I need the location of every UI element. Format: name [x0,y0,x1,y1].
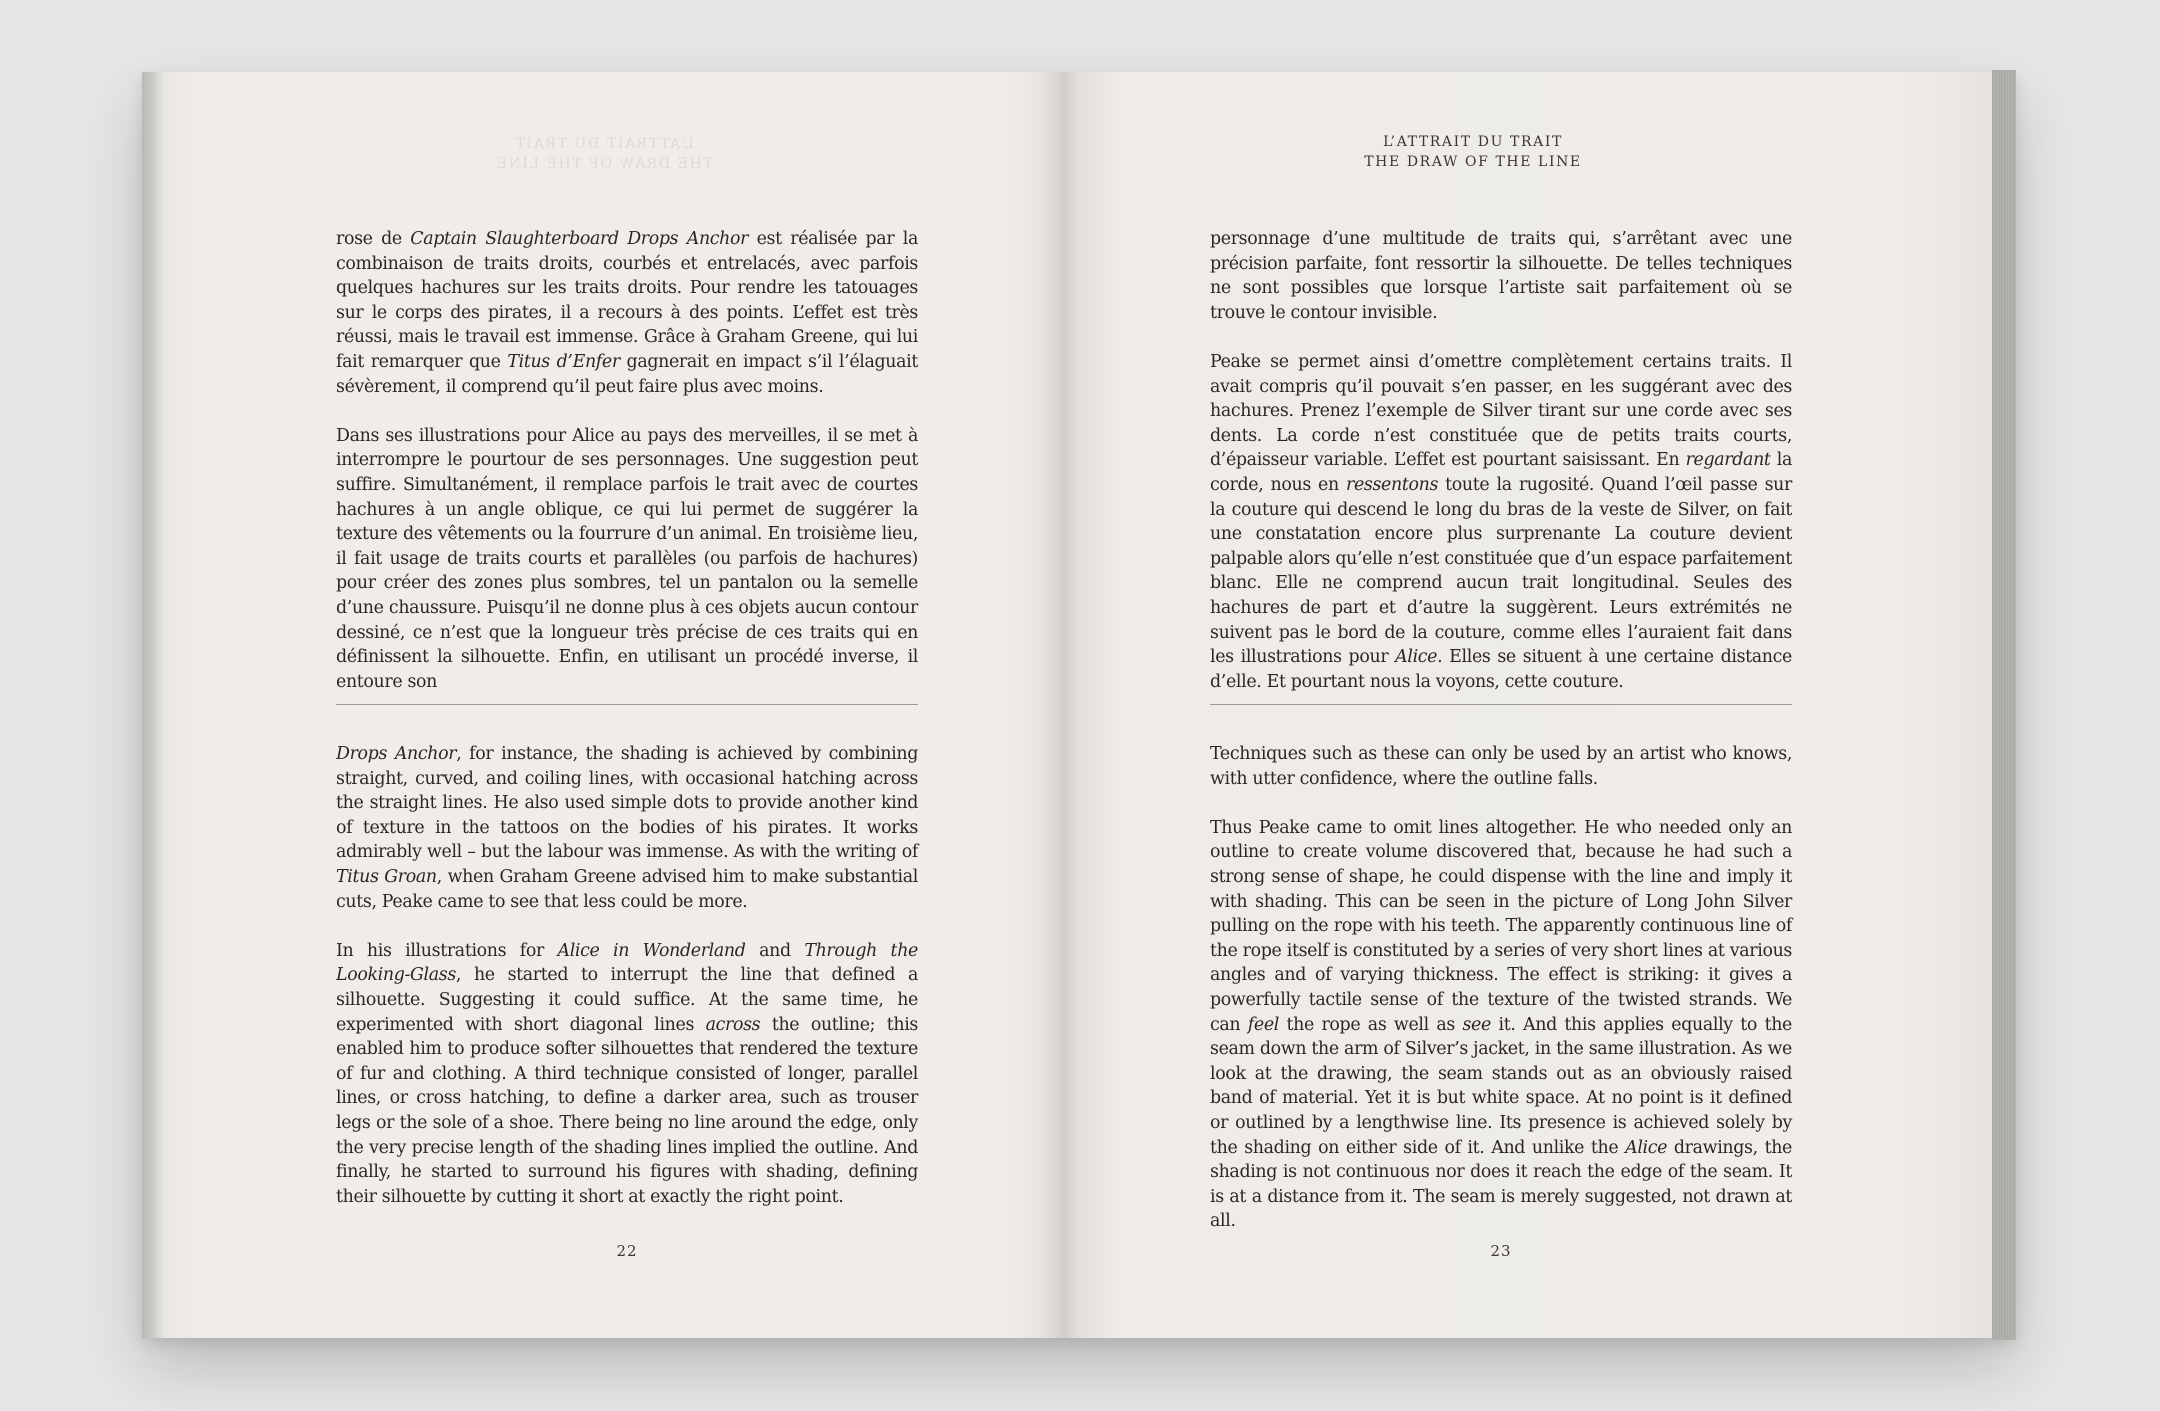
show-through-running-head [142,134,1066,174]
text-run: In his illustrations for [336,940,558,961]
text-run: Peake se permet ainsi d’omettre complètement certains traits. Il avait compris qu’il pouvait s’en passer, en les suggérant avec des hachures. Prenez l’exemple de Silver tirant sur une corde avec ses dents. La corde n’est constituée que de petits traits courts, d’épaisseur variable. L’effet est pourtant saisissant. En [1210,351,1792,471]
text-run: la corde, nous en [1210,450,1792,495]
text-run: the outline; this enabled him to produce softer silhouettes that rendered the texture of fur and clothing. A third technique consisted of longer, parallel lines, or cross hatching, to define a darker area, such as trouser legs or the sole of a shoe. There being no line around the edge, only the very precise length of the shading lines implied the outline. And finally, he started to surround his figures with shading, defining their silhouette by cutting it short at exactly the right point. [336,1014,918,1207]
text-run: est réalisée par la combinaison de traits droits, courbés et entrelacés, avec parfois quelques hachures sur les traits droits. Pour rendre les tatouages sur le corps des pirates, il a recours à des points. L’effet est très réussi, mais le travail est immense. Grâce à Graham Greene, qui lui fait remarquer que [336,229,918,372]
paragraph [1210,816,1792,1234]
italic-title: across [705,1014,761,1035]
text-run: rose de [336,229,411,249]
right-french-text [1210,227,1792,694]
left-page [142,72,1066,1338]
text-run: . Elles se situent à une certaine distance d’elle. Et pourtant nous la voyons, cette couture. [1210,647,1792,692]
italic-title: Alice in Wonderland [557,940,746,961]
page-number-right: 23 [1490,1242,1512,1260]
open-book [142,72,2016,1338]
text-run: Thus Peake came to omit lines altogether. He who needed only an outline to create volume discovered that, because he had such a strong sense of shape, he could dispense with the line and imply it with shading. This can be seen in the picture of Long John Silver pulling on the rope with his teeth. The apparently continuous line of the rope itself is constituted by a series of very short lines at various angles and of varying thickness. The effect is striking: it gives a powerfully tactile sense of the texture of the twisted strands. We can [1210,817,1792,1035]
right-english-text [1210,742,1792,1234]
paragraph [336,424,918,695]
left-french-text [336,227,918,694]
italic-title: ressentons [1345,474,1439,495]
running-head-english: THE DRAW OF THE LINE [1364,154,1582,170]
text-run: , for instance, the shading is achieved by combining straight, curved, and coiling lines, with occasional hatching across the straight lines. He also used simple dots to provide another kind of texture in the tattoos on the bodies of his pirates. It works admirably well – but the labour was immense. As with the writing of [336,744,918,863]
right-language-divider [1210,704,1792,705]
paragraph [336,227,918,399]
show-through-running-head-line-1: L’ATTRAIT DU TRAIT [514,136,694,152]
running-head [1182,132,1764,172]
text-run: personnage d’une multitude de traits qui, s’arrêtant avec une précision parfaite, font ressortir la silhouette. De telles techniques ne sont possibles que lorsque l’artiste sait parfaitement où se trouve le contour invisible. [1210,229,1792,323]
right-page [1066,72,1992,1338]
paragraph [1210,350,1792,694]
italic-title: Alice [1395,647,1438,668]
text-run: Dans ses illustrations pour Alice au pays des merveilles, il se met à interrompre le pourtour de ses personnages. Une suggestion peut suffire. Simultanément, il remplace parfois le trait avec de courtes hachures à un angle oblique, ce qui lui permet de suggérer la texture des vêtements ou la fourrure d’un animal. En troisième lieu, il fait usage de traits courts et parallèles (ou parfois de hachures) pour créer des zones plus sombres, tel un pantalon ou la semelle d’une chaussure. Puisqu’il ne donne plus à ces objets aucun contour dessiné, ce n’est que la longueur très précise de ces traits qui en définissent la silhouette. Enfin, en utilisant un procédé inverse, il entoure son [336,425,918,692]
italic-title: regardant [1685,450,1771,471]
italic-title: Through the Looking-Glass [336,940,918,986]
text-run: , he started to interrupt the line that defined a silhouette. Suggesting it could suffice. At the same time, he experimented with short diagonal lines [336,965,918,1035]
text-run: it. And this applies equally to the seam down the arm of Silver’s jacket, in the same illustration. As we look at the drawing, the seam stands out as an obviously raised band of material. Yet it is but white space. At no point is it defined or outlined by a lengthwise line. Its presence is achieved solely by the shading on either side of it. And unlike the [1210,1014,1792,1158]
italic-title: Alice [1625,1137,1668,1158]
page-number-left: 22 [616,1242,638,1260]
italic-title: Titus Groan [336,866,437,887]
text-run: Techniques such as these can only be used by an artist who knows, with utter confidence, where the outline falls. [1210,744,1792,789]
paragraph [1210,742,1792,791]
paragraph [1210,227,1792,325]
text-run: , when Graham Greene advised him to make substantial cuts, Peake came to see that less could be more. [336,866,918,912]
italic-title: Titus d’Enfer [507,351,620,372]
italic-title: Captain Slaughterboard Drops Anchor [410,229,749,249]
paragraph [336,742,918,914]
text-run: gagnerait en impact s’il l’élaguait sévèrement, il comprend qu’il peut faire plus avec moins. [336,351,918,397]
running-head-french: L’ATTRAIT DU TRAIT [1383,134,1563,150]
paragraph [336,939,918,1210]
show-through-running-head-line-2: THE DRAW OF THE LINE [495,156,713,172]
text-run: and [745,940,805,961]
text-run: the rope as well as [1278,1014,1463,1035]
text-run: toute la rugosité. Quand l’œil passe sur la couture qui descend le long du bras de la veste de Silver, on fait une constatation encore plus surprenante La couture devient palpable alors qu’elle n’est constituée que d’un espace parfaitement blanc. Elle ne comprend aucun trait longitudinal. Seules des hachures de part et d’autre la suggèrent. Leurs extrémités ne suivent pas le bord de la couture, comme elles l’auraient fait dans les illustrations pour [1210,474,1792,668]
text-run: drawings, the shading is not continuous nor does it reach the edge of the seam. It is at a distance from it. The seam is merely suggested, not drawn at all. [1210,1137,1793,1232]
italic-title: feel [1247,1014,1279,1035]
left-english-text [336,742,918,1209]
page-block-edge [1992,70,2016,1340]
italic-title: see [1462,1014,1491,1035]
left-language-divider [336,704,918,705]
italic-title: Drops Anchor [336,744,457,764]
